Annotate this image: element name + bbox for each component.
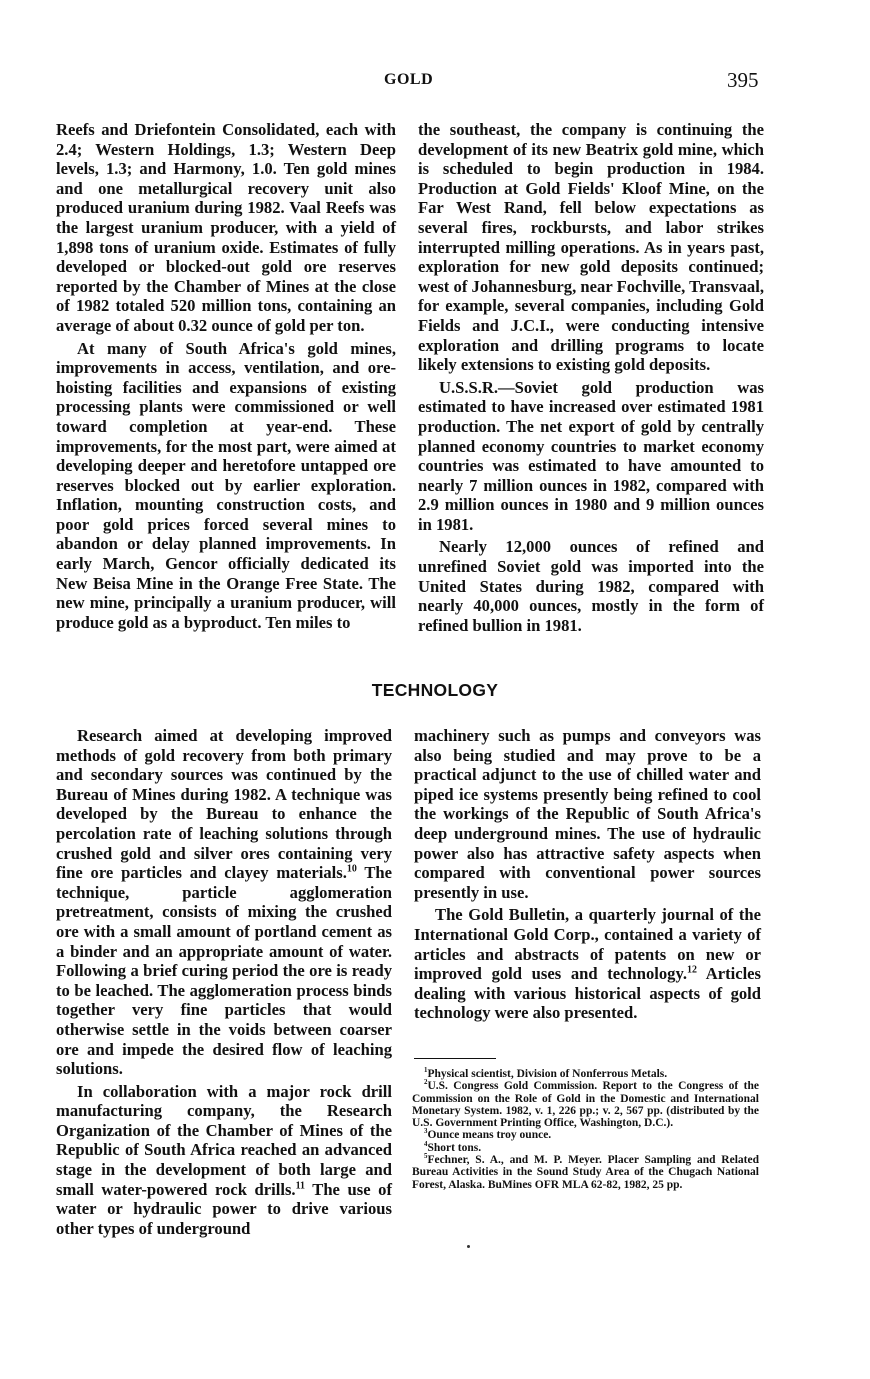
paragraph-text: The technique, particle agglomeration pretreatment, consists of mixing the crushed ore with a small amount of portland cement as a binder and an appropriate amount of water. Following a brief curing period the ore is ready to be leached. The agglomeration process binds together very fine particles that would otherwise settle in the voids between coarser ore and impede the desired flow of leaching solutions.: [56, 863, 392, 1079]
paragraph: [56, 1082, 392, 1239]
paragraph: Nearly 12,000 ounces of refined and unrefined Soviet gold was imported into the United States during 1982, compared with nearly 40,000 ounces, mostly in the form of refined bullion in 1981.: [418, 537, 764, 635]
paragraph-text: The Gold Bulletin, a quarterly journal of the International Gold Corp., contained a variety of articles and abstracts of patents on new or improved gold uses and technology.: [414, 905, 761, 984]
paragraph-text: Articles dealing with various historical aspects of gold technology were also presented.: [414, 964, 761, 1023]
footnote-number: 4: [424, 1140, 428, 1148]
paragraph: the southeast, the company is continuing the development of its new Beatrix gold mine, which is scheduled to begin production in 1984. Production at Gold Fields' Kloof Mine, on the Far West Rand, fell below expectations as several fires, rockbursts, and labor strikes interrupted milling operations. As in years past, exploration for new gold deposits continued; west of Johannesburg, near Fochville, Transvaal, for example, several companies, including Gold Fields and J.C.I., were conducting intensive exploration and drilling programs to locate likely extensions to existing gold deposits.: [418, 120, 764, 375]
print-speck: [467, 1245, 470, 1248]
footnote-text: Ounce means troy ounce.: [427, 1129, 552, 1142]
footnote-number: 3: [424, 1128, 428, 1136]
paragraph-text: The use of water or hydraulic power to drive various other types of underground: [56, 1179, 392, 1238]
footnote-ref: 10: [346, 863, 357, 875]
footnote: [412, 1142, 759, 1154]
footnote-text: Short tons.: [427, 1141, 482, 1154]
footnote-text: Physical scientist, Division of Nonferrous Metals.: [427, 1068, 668, 1080]
top-right-column: [418, 120, 764, 635]
footnote: [412, 1154, 759, 1191]
footnote-number: 5: [424, 1153, 428, 1161]
paragraph-text: In collaboration with a major rock drill manufacturing company, the Research Organization of the Chamber of Mines of the Republic of South Africa reached an advanced stage in the development of both large and small water-powered rock drills.: [56, 1081, 392, 1199]
footnote-divider: [414, 1058, 496, 1059]
paragraph: [56, 726, 392, 1079]
footnote-ref: 12: [687, 964, 697, 976]
technology-left-column: [56, 726, 392, 1238]
paragraph-text: Research aimed at developing improved methods of gold recovery from both primary and secondary sources was continued by the Bureau of Mines during 1982. A technique was developed by the Bureau to enhance the percolation rate of leaching solutions through crushed gold and silver ores containing very fine ore particles and clayey materials.: [56, 726, 392, 883]
technology-right-column: [414, 726, 761, 1023]
paragraph: U.S.S.R.—Soviet gold production was estimated to have increased over estimated 1981 production. The net export of gold by centrally planned economy countries to market economy countries was estimated to have amounted to nearly 7 million ounces in 1982, compared with 2.9 million ounces in 1980 and 9 million ounces in 1981.: [418, 377, 764, 534]
footnote-number: 1: [424, 1067, 428, 1075]
paragraph: machinery such as pumps and conveyors was also being studied and may prove to be a practical adjunct to the use of chilled water and piped ice systems presently being refined to cool the workings of the Republic of South Africa's deep underground mines. The use of hydraulic power also has attractive safety aspects when compared with conventional power sources presently in use.: [414, 726, 761, 902]
top-left-column: [56, 120, 396, 632]
footnote-number: 2: [424, 1079, 428, 1087]
footnote: [412, 1068, 759, 1080]
footnote-text: Fechner, S. A., and M. P. Meyer. Placer Sampling and Related Bureau Activities in the Sound Study Area of the Chugach National Forest, Alaska. BuMines OFR MLA 62-82, 1982, 25 pp.: [412, 1154, 759, 1191]
paragraph: [414, 905, 761, 1023]
footnote-text: U.S. Congress Gold Commission. Report to the Congress of the Commission on the Role of Gold in the Domestic and International Monetary System. 1982, v. 1, 226 pp.; v. 2, 567 pp. (distributed by the U.S. Government Printing Office, Washington, D.C.).: [412, 1080, 759, 1130]
footnote: [412, 1129, 759, 1141]
footnote-ref: 11: [295, 1180, 305, 1192]
paragraph: At many of South Africa's gold mines, improvements in access, ventilation, and ore-hoisting facilities and expansions of existing processing plants were commissioned or well toward completion at year-end. These improvements, for the most part, were aimed at developing deeper and heretofore untapped ore reserves blocked out by earlier exploration. Inflation, mounting construction costs, and poor gold prices forced several mines to abandon or delay planned improvements. In early March, Gencor officially dedicated its New Beisa Mine in the Orange Free State. The new mine, principally a uranium producer, will produce gold as a byproduct. Ten miles to: [56, 338, 396, 632]
page-number: 395: [727, 68, 759, 92]
footnotes: [412, 1068, 759, 1191]
running-head: GOLD: [384, 71, 434, 88]
footnote: [412, 1080, 759, 1129]
section-heading: TECHNOLOGY: [371, 680, 499, 700]
paragraph: Reefs and Driefontein Consolidated, each with 2.4; Western Holdings, 1.3; Western Deep levels, 1.3; and Harmony, 1.0. Ten gold mines and one metallurgical recovery unit also produced uranium during 1982. Vaal Reefs was the largest uranium producer, with a yield of 1,898 tons of uranium oxide. Estimates of fully developed or blocked-out gold ore reserves reported by the Chamber of Mines at the close of 1982 totaled 520 million tons, containing an average of about 0.32 ounce of gold per ton.: [56, 120, 396, 335]
